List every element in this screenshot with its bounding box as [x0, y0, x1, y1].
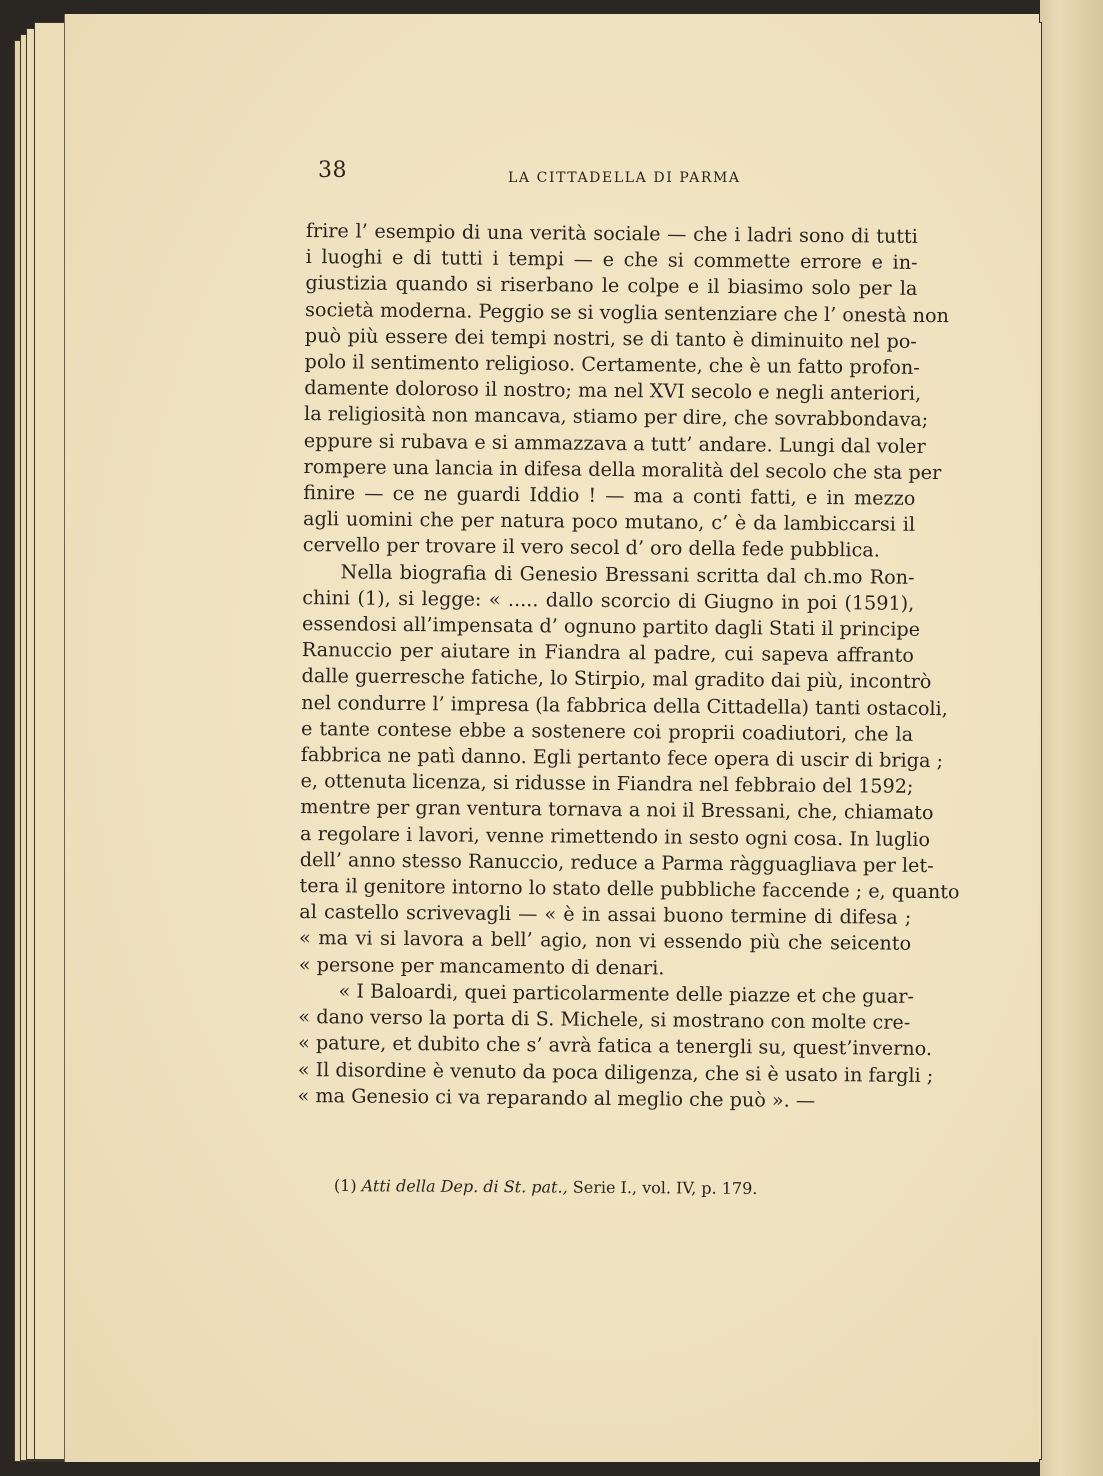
text-line: agli uomini che per natura poco mutano, c’ è da lambiccarsi il [303, 507, 916, 537]
text-line: « ma vi si lavora a bell’ agio, non vi essendo più che seicento [298, 926, 912, 956]
text-line: Ranuccio per aiutare in Fiandra al padre, cui sapeva affranto [301, 638, 914, 668]
text-line: dell’ anno stesso Ranuccio, reduce a Parma ràgguagliava per let- [299, 847, 934, 877]
text-line: i luoghi e di tutti i tempi — e che si commette errore e in- [305, 245, 918, 275]
text-line: giustizia quando si riserbano le colpe e il biasimo solo per la [305, 271, 918, 301]
text-line: dalle guerresche fatiche, lo Stirpio, mal gradito dai più, incontrò [301, 664, 932, 694]
text-line: rompere una lancia in difesa della moralità del secolo che sta per [303, 454, 942, 484]
footnote-source-title: Atti della Dep. di St. pat., [361, 1176, 568, 1197]
text-line: « dano verso la porta di S. Michele, si mostrano con molte cre- [298, 1005, 911, 1034]
text-line: essendosi all’impensata d’ ognuno partito dagli Stati il principe [301, 612, 921, 641]
running-title: LA CITTADELLA DI PARMA [508, 170, 741, 186]
text-line: « ma Genesio ci va reparando al meglio che può ». — [297, 1083, 816, 1112]
footnote [334, 1176, 854, 1199]
text-line: chini (1), si legge: « ..... dallo scorcio di Giugno in poi (1591), [302, 585, 915, 615]
page-number: 38 [318, 158, 347, 183]
text-line: eppure si rubava e si ammazzava a tutt’ andare. Lungi dal voler [303, 428, 926, 458]
text-line: e tante contese ebbe a sostenere coi proprii coadiutori, che la [300, 716, 914, 746]
footnote-reference: Serie I., vol. IV, p. 179. [572, 1177, 758, 1198]
body-text [297, 218, 960, 1115]
text-line: a regolare i lavori, venne rimettendo in sesto ogni cosa. In luglio [299, 821, 931, 851]
text-line: polo il sentimento religioso. Certamente, che è un fatto profon- [304, 350, 920, 379]
text-line: frire l’ esempio di una verità sociale — che i ladri sono di tutti [305, 218, 918, 248]
footnote-marker: (1) [333, 1176, 357, 1196]
text-line: cervello per trovare il vero secol d’ oro della fede pubblica. [302, 533, 880, 562]
text-line: finire — ce ne guardi Iddio ! — ma a conti fatti, e in mezzo [303, 481, 916, 510]
text-line: « persone per mancamento di denari. [298, 952, 665, 980]
text-line: « pature, et dubito che s’ avrà fatica a tenergli su, quest’inverno. [297, 1031, 933, 1061]
text-line: al castello scrivevagli — « è in assai buono termine di difesa ; [299, 900, 912, 930]
text-line: società moderna. Peggio se si voglia sentenziare che l’ onestà non [305, 297, 950, 327]
text-line: Nella biografia di Genesio Bressani scritta dal ch.mo Ron- [340, 559, 915, 589]
text-line: mentre per gran ventura tornava a noi il Bressani, che, chiamato [300, 795, 934, 825]
page-header [318, 158, 918, 192]
text-line: la religiosità non mancava, stiamo per dire, che sovrabbondava; [304, 402, 929, 432]
adjacent-page-edge [1040, 0, 1103, 1476]
text-line: tera il genitore intorno lo stato delle pubbliche faccende ; e, quanto [299, 874, 960, 904]
text-line: nel condurre l’ impresa (la fabbrica della Cittadella) tanti ostacoli, [301, 690, 948, 720]
text-line: « Il disordine è venuto da poca diligenza, che si è usato in fargli ; [297, 1057, 934, 1087]
text-line: fabbrica ne patì danno. Egli pertanto fece opera di uscir di briga ; [300, 743, 944, 773]
text-line: damente doloroso il nostro; ma nel XVI secolo e negli anteriori, [304, 376, 922, 406]
text-line: « I Baloardi, quei particolarmente delle piazze et che guar- [338, 979, 915, 1008]
text-line: può più essere dei tempi nostri, se di tanto è diminuito nel po- [304, 323, 917, 353]
text-line: e, ottenuta licenza, si ridusse in Fiandra nel febbraio del 1592; [300, 769, 914, 799]
